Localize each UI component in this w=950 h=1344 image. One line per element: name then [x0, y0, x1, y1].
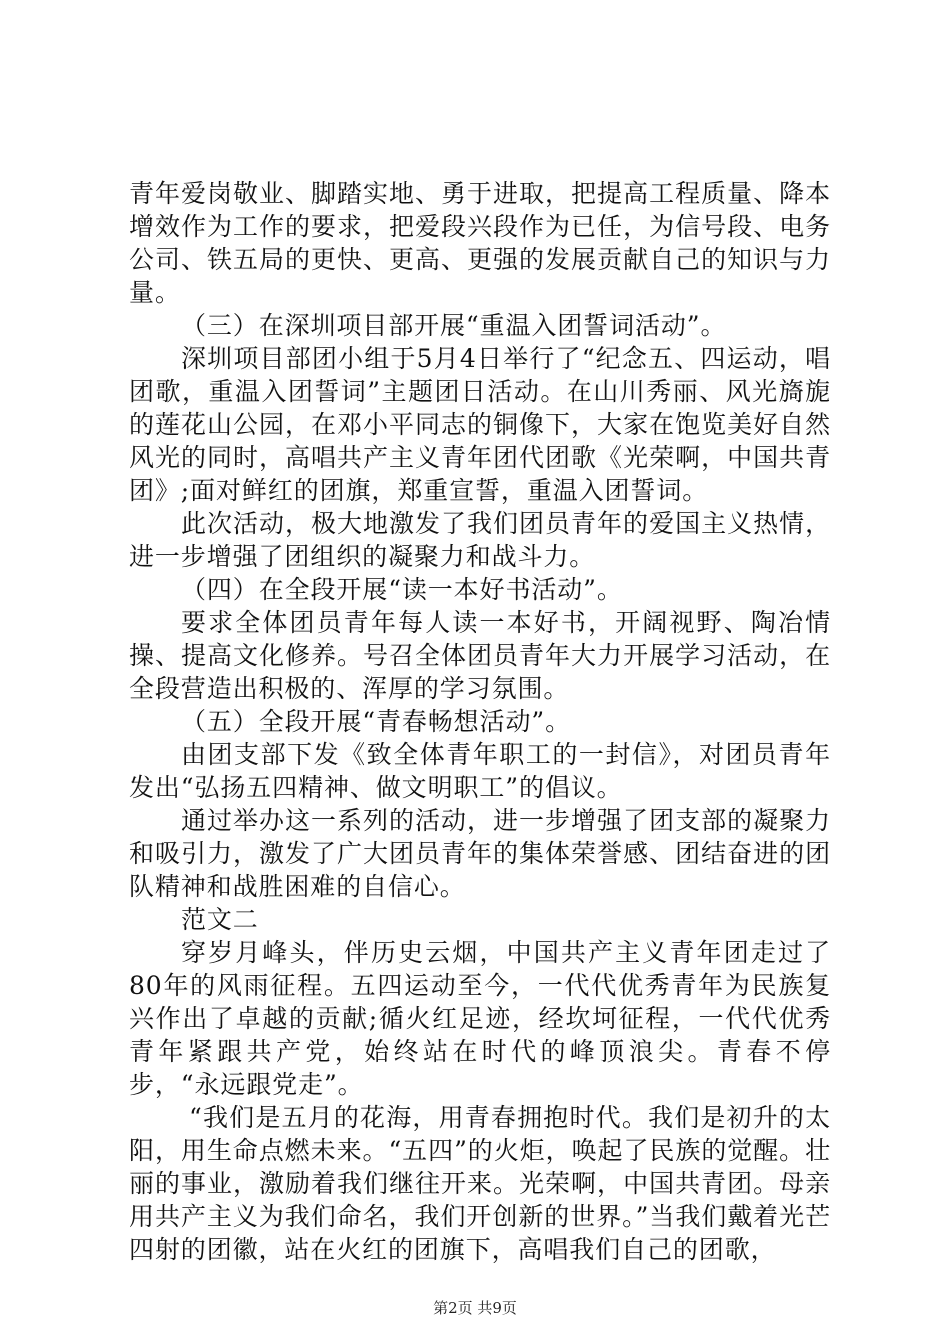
paragraph-continuation: 青年爱岗敬业、脚踏实地、勇于进取，把提高工程质量、降本增效作为工作的要求，把爱段兴段作为已任，为信号段、电务公司、铁五局的更快、更高、更强的发展贡献自己的知识与力量。	[129, 179, 831, 307]
paragraph: 由团支部下发《致全体青年职工的一封信》，对团员青年发出“弘扬五四精神、做文明职工”的倡议。	[129, 740, 831, 802]
paragraph: 深圳项目部团小组于5月4日举行了“纪念五、四运动，唱团歌，重温入团誓词”主题团日活动。在山川秀丽、风光旖旎的莲花山公园，在邓小平同志的铜像下，大家在饱览美好自然风光的同时，高唱共产主义青年团代团歌《光荣啊，中国共青团》;面对鲜红的团旗，郑重宣誓，重温入团誓词。	[129, 344, 831, 505]
sample-heading: 范文二	[181, 905, 259, 934]
section-heading-5: （五）全段开展“青春畅想活动”。	[181, 707, 571, 736]
paragraph: 穿岁月峰头，伴历史云烟，中国共产主义青年团走过了80年的风雨征程。五四运动至今，一代代优秀青年为民族复兴作出了卓越的贡献;循火红足迹，经坎坷征程，一代代优秀青年紧跟共产党，始终站在时代的峰顶浪尖。青春不停步，“永远跟党走”。	[129, 938, 831, 1099]
section-heading-3: （三）在深圳项目部开展“重温入团誓词活动”。	[181, 311, 727, 340]
paragraph: 要求全体团员青年每人读一本好书，开阔视野、陶冶情操、提高文化修养。号召全体团员青年大力开展学习活动，在全段营造出积极的、浑厚的学习氛围。	[129, 608, 831, 703]
document-body	[129, 177, 831, 1266]
section-heading-4: （四）在全段开展“读一本好书活动”。	[181, 575, 623, 604]
paragraph: 通过举办这一系列的活动，进一步增强了团支部的凝聚力和吸引力，激发了广大团员青年的集体荣誉感、团结奋进的团队精神和战胜困难的自信心。	[129, 806, 831, 901]
page-footer: 第2页 共9页	[433, 1299, 517, 1317]
paragraph: 此次活动，极大地激发了我们团员青年的爱国主义热情，进一步增强了团组织的凝聚力和战斗力。	[129, 509, 831, 571]
paragraph: “我们是五月的花海，用青春拥抱时代。我们是初升的太阳，用生命点燃未来。“五四”的火炬，唤起了民族的觉醒。壮丽的事业，激励着我们继往开来。光荣啊，中国共青团。母亲用共产主义为我们命名，我们开创新的世界。”当我们戴着光芒四射的团徽，站在火红的团旗下，高唱我们自己的团歌，	[129, 1103, 831, 1264]
